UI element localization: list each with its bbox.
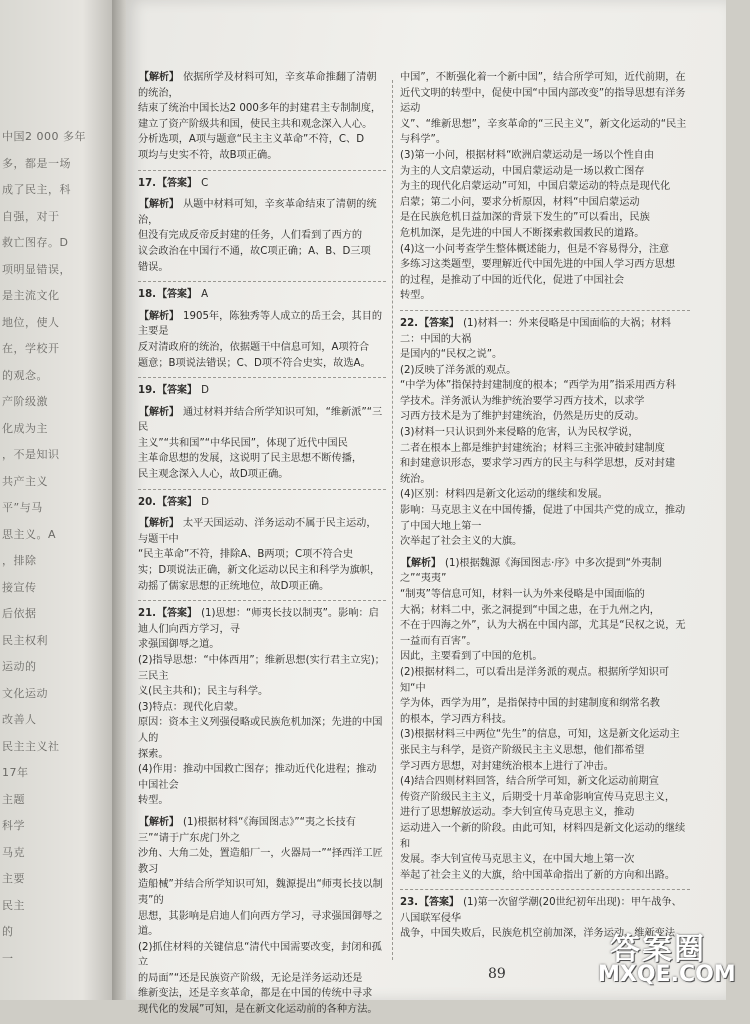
answer-text: 题意；B项说法错误；C、D项不符合史实，故选A。 [138, 357, 371, 369]
answer-text: 义”、“维新思想”，辛亥革命的“三民主义”，新文化运动的“民主与科学”。 [400, 118, 687, 146]
answer-text: 实；D项说法正确，新文化运动以民主和科学为旗帜， [138, 565, 381, 577]
answer-text: (4)作用：推动中国救亡图存；推动近代化进程；推动中国社会 [138, 764, 377, 791]
answer-text: (2)抓住材料的关键信息“清代中国需要改变，封闭和孤立 [138, 941, 382, 969]
answer-text: D [201, 385, 209, 397]
answer-text: 分析选项，A项与题意“民主主义革命”不符，C、D [138, 134, 365, 146]
answer-text: (4)结合四则材料回答，结合所学可知，新文化运动前期宣 [400, 776, 659, 788]
answer-line [138, 637, 386, 653]
answer-line [138, 563, 386, 579]
answer-block [138, 405, 386, 483]
answer-text: (4)这一小问考查学生整体概述能力，但是不容易得分，注意 [400, 243, 670, 255]
left-page-fragment: 中国2 000 多年 [2, 130, 86, 143]
answer-block [138, 383, 386, 399]
left-page-fragment: 的观念。 [2, 368, 48, 382]
left-page-fragment: 地位，使人 [2, 315, 60, 329]
answer-text: 主革命思想的发展，这说明了民主思想不断传播， [138, 453, 363, 465]
answer-line [138, 117, 386, 133]
question-number: 21. [138, 608, 157, 620]
left-page-fragment: 运动的 [2, 660, 37, 673]
answer-text: 依据所学及材料可知，辛亥革命推翻了清朝的统治， [138, 72, 377, 99]
left-page-fragment: 思主义。A [2, 527, 57, 541]
site-watermark [596, 924, 746, 996]
answer-tag: 【答案】 [157, 385, 198, 397]
answer-line [138, 356, 386, 372]
answer-text: D [201, 496, 209, 508]
answer-line [400, 164, 690, 180]
answer-tag: 【答案】 [157, 608, 198, 620]
answer-text: 中国”，不断强化着一个新中国”，结合所学可知，近代前期，在 [400, 72, 686, 83]
answer-text: “制夷”等信息可知，材料一认为外来侵略是中国面临的 [400, 589, 645, 600]
watermark-logo-text: 答案圈 [610, 932, 706, 967]
answer-line [138, 148, 386, 164]
answer-text: 学技术。洋务派认为维护统治要学习西方技术，以求学 [400, 395, 645, 407]
answer-text: 和封建意识形态，要求学习西方的民主与科学思想，反对封建 [400, 458, 676, 470]
answer-text: (2)根据材料二，可以看出是洋务派的观点。根据所学知识可知“中 [400, 666, 670, 694]
answer-text: 近代文明的转型中，促使中国“中国内部改变”的指导思想有洋务运动 [400, 87, 686, 115]
answer-text: 不在于四海之外”，认为大祸在中国内部，尤其是“民权之说，无一益而有百害”。 [400, 620, 686, 647]
answer-tag: 【解析】 [139, 310, 179, 322]
left-page-fragment: ，不是知识 [2, 448, 60, 461]
answer-text: 建立了资产阶级共和国，使民主共和观念深入人心。 [138, 118, 373, 130]
answer-line [400, 743, 690, 759]
answer-line [400, 727, 690, 743]
answer-block [400, 70, 690, 304]
answer-text: 项均与史实不符，故B项正确。 [138, 149, 278, 161]
answer-text: 多练习这类题型，要理解近代中国先进的中国人学习西方思想 [400, 259, 676, 271]
left-page-fragment: 在，学校开 [2, 342, 60, 355]
answer-line [400, 409, 690, 425]
answer-line [138, 653, 386, 684]
answer-text: 错误。 [138, 261, 169, 273]
answer-line [138, 793, 386, 809]
answer-tag: 【答案】 [157, 496, 198, 508]
answer-line [138, 971, 386, 987]
answer-line [138, 815, 386, 846]
answer-block [138, 197, 386, 275]
answer-text: 太平天国运动、洋务运动不属于民主运动，与题干中 [138, 518, 377, 545]
answer-line [400, 273, 690, 289]
answer-line [138, 940, 386, 971]
answer-line [138, 1002, 386, 1018]
left-page-fragment: 科学 [2, 819, 25, 832]
left-page-fragment: 改善人 [2, 713, 37, 726]
answer-line [400, 347, 690, 363]
answer-text: 运动进入一个新的阶段。由此可知，材料四是新文化运动的继续和 [400, 822, 686, 850]
answer-line [400, 456, 690, 472]
answer-text: “中学为体”指保持封建制度的根本；“西学为用”指采用西方科 [400, 380, 676, 392]
answer-block [138, 606, 386, 809]
answer-text: (1)思想：“师夷长技以制夷”。影响：启迪人们向西方学习，寻 [138, 608, 379, 635]
answer-text: 传资产阶级民主主义，后期受十月革命影响宣传马克思主义， [400, 791, 676, 803]
left-page-fragment: ，排除 [2, 554, 37, 567]
left-page-fragment: 民主权利 [2, 633, 48, 647]
answer-line [138, 244, 386, 260]
answer-line [138, 700, 386, 716]
left-page-fragment: 化成为主 [2, 421, 48, 435]
answer-text: 学习西方思想，对封建统治根本上进行了冲击。 [400, 760, 614, 772]
answer-text: 二者在根本上都是维护封建统治；材料三主张冲破封建制度 [400, 442, 665, 454]
question-number: 19. [138, 385, 157, 397]
left-page-fragment: 共产主义 [2, 474, 48, 488]
question-separator [400, 889, 690, 890]
answer-line [138, 684, 386, 700]
left-page-fragment: 成了民主，科 [2, 183, 71, 196]
answer-line [138, 547, 386, 563]
answer-line [400, 696, 690, 712]
answer-line [400, 487, 690, 503]
answer-text: 原因：资本主义列强侵略或民族危机加深；先进的中国人的 [138, 717, 383, 744]
answer-line [138, 70, 386, 101]
answer-line [400, 117, 690, 148]
answer-line [400, 852, 690, 868]
answer-text: 举起了社会主义的大旗，给中国革命指出了新的方向和出路。 [400, 869, 676, 881]
answer-tag: 【解析】 [139, 72, 179, 83]
answer-tag: 【答案】 [157, 177, 198, 189]
answer-line [400, 534, 690, 550]
answer-line [138, 287, 386, 303]
page-number: 89 [488, 966, 506, 982]
question-separator [138, 170, 386, 171]
answer-text: 义(民主共和)；民主与科学。 [138, 686, 269, 698]
answer-line [400, 257, 690, 273]
answer-text: 民主观念深入人心，故D项正确。 [138, 469, 289, 481]
answer-text: 但没有完成反帝反封建的任务，人们看到了西方的 [138, 230, 363, 242]
answer-line [400, 603, 690, 619]
answer-text: (1)根据材料“《海国图志》”“夷之长技有三”“请于广东虎门外之 [138, 816, 356, 844]
answer-line [138, 436, 386, 452]
answer-line [400, 242, 690, 258]
answer-line [400, 148, 690, 164]
answer-text: 维新变法，还是辛亥革命，都是在中国的传统中寻求 [138, 988, 373, 1000]
left-page-fragment: 多，都是一场 [2, 156, 71, 170]
left-page-fragment: 是主流文化 [2, 289, 60, 302]
answer-tag: 【答案】 [419, 317, 460, 329]
answer-text: 沙角、大角二处，置造船厂一，火器局一”“择西洋工匠教习 [138, 848, 383, 875]
answer-text: 危机加深，是先进的中国人不断探索救国救民的道路。 [400, 227, 645, 239]
answer-text: (1)材料一：外来侵略是中国面临的大祸；材料二：中国的大祸 [400, 317, 672, 345]
answer-text: 转型。 [400, 290, 431, 302]
answer-line [400, 195, 690, 211]
answer-text: 现代化的发展”可知，是在新文化运动前的各种方法。 [138, 1004, 378, 1016]
answer-block [138, 176, 386, 192]
answer-text: 的根本，学习西方科技。 [400, 713, 513, 725]
answer-line [400, 363, 690, 379]
answer-block [138, 495, 386, 511]
answer-text: C [201, 177, 209, 189]
answer-text: 转型。 [138, 795, 169, 807]
answer-block [400, 316, 690, 550]
answer-tag: 【答案】 [157, 289, 198, 301]
answer-text: 学为体，西学为用”，是指保持中国的封建制度和纲常名教 [400, 698, 660, 710]
answer-line [138, 606, 386, 637]
answer-text: 探索。 [138, 748, 169, 760]
left-column [138, 70, 386, 1024]
answer-line [400, 394, 690, 410]
answer-line [400, 774, 690, 790]
left-page-fragment: 平”与马 [2, 501, 43, 514]
left-page-fragment: 民主 [2, 898, 25, 912]
answer-text: 影响：马克思主义在中国传播，促进了中国共产党的成立，推动了中国大地上第一 [400, 505, 686, 532]
answer-text: 为主的人文启蒙运动，中国启蒙运动是一场以救亡图存 [400, 165, 645, 177]
answer-line [400, 821, 690, 852]
answer-line [138, 176, 386, 192]
answer-text: 进行了思想解放运动。李大钊宣传马克思主义，推动 [400, 807, 635, 819]
answer-text: 是国内的“民权之说”。 [400, 349, 503, 361]
answer-line [400, 472, 690, 488]
question-number: 17. [138, 177, 157, 189]
answer-block [138, 287, 386, 303]
left-page-fragment: 产阶级激 [2, 395, 48, 408]
answer-text: (2)反映了洋务派的观点。 [400, 364, 517, 376]
answer-line [400, 868, 690, 884]
answer-block [138, 309, 386, 371]
question-number: 22. [400, 317, 419, 329]
answer-text: (3)材料一只认识到外来侵略的危害，认为民权学说， [400, 427, 639, 439]
answer-text: (2)指导思想：“中体西用”；维新思想(实行君主立宪)；三民主 [138, 655, 385, 682]
answer-text: 造船械”并结合所学知识可知，魏源提出“师夷长技以制夷”的 [138, 879, 383, 906]
left-page-fragment: 一 [2, 951, 14, 965]
answer-line [400, 587, 690, 603]
answer-text: 动摇了儒家思想的正统地位，故D项正确。 [138, 580, 330, 592]
answer-text: (3)特点：现代化启蒙。 [138, 701, 245, 713]
answer-line [138, 101, 386, 117]
answer-line [138, 877, 386, 908]
left-page-fragment: 马克 [2, 845, 25, 859]
answer-text: 因此，主要看到了中国的危机。 [400, 651, 543, 663]
answer-line [400, 805, 690, 821]
answer-text: 张民主与科学，是资产阶级民主主义思想，他们都希望 [400, 744, 645, 756]
answer-text: A [201, 289, 209, 301]
question-number: 18. [138, 289, 157, 301]
answer-text: 从题中材料可知，辛亥革命结束了清朝的统治， [138, 199, 377, 226]
left-page-fragment: 救亡图存。D [2, 236, 69, 249]
left-page-fragment: 主要 [2, 872, 25, 885]
answer-line [400, 288, 690, 304]
answer-line [400, 665, 690, 696]
answer-line [138, 467, 386, 483]
question-separator [400, 310, 690, 311]
answer-tag: 【解析】 [139, 199, 179, 211]
answer-text: 统治。 [400, 473, 431, 485]
answer-line [138, 132, 386, 148]
answer-line [138, 516, 386, 547]
answer-line [400, 425, 690, 441]
answer-text: 结束了统治中国长达2 000多年的封建君主专制制度， [138, 103, 382, 115]
left-page-fragment: 后依据 [2, 607, 37, 620]
question-separator [138, 377, 386, 378]
answer-line [400, 759, 690, 775]
left-page [0, 0, 118, 1000]
answer-line [400, 210, 690, 226]
answer-tag: 【答案】 [419, 897, 460, 909]
answer-line [400, 86, 690, 117]
answer-line [400, 179, 690, 195]
answer-line [138, 846, 386, 877]
left-page-fragment: 民主主义社 [2, 739, 60, 753]
left-page-fragment: 的 [2, 925, 14, 938]
answer-line [138, 340, 386, 356]
answer-line [400, 226, 690, 242]
answer-text: (4)区别：材料四是新文化运动的继续和发展。 [400, 489, 608, 501]
answer-line [138, 715, 386, 746]
answer-text: 主义”“共和国”“中华民国”，体现了近代中国民 [138, 437, 348, 449]
answer-tag: 【解析】 [139, 816, 179, 828]
answer-line [138, 495, 386, 511]
question-separator [138, 281, 386, 282]
answer-tag: 【解析】 [139, 406, 179, 418]
answer-page [126, 0, 726, 1016]
answer-line [400, 618, 690, 649]
answer-text: (3)第一小问，根据材料“欧洲启蒙运动是一场以个性自由 [400, 149, 655, 161]
left-page-fragment: 项明显错误， [2, 262, 71, 276]
answer-text: 启蒙；第二小问，要求分析原因，材料“中国启蒙运动 [400, 196, 640, 208]
answer-tag: 【解析】 [139, 518, 179, 530]
answer-line [138, 762, 386, 793]
watermark-url: MXQE.COM [598, 962, 736, 987]
answer-text: 思想，其影响是启迪人们向西方学习，寻求强国御辱之道。 [138, 910, 383, 938]
right-column [400, 70, 690, 948]
answer-text: 反对清政府的统治，依据题干中信息可知，A项符合 [138, 341, 370, 353]
answer-line [400, 790, 690, 806]
question-separator [138, 489, 386, 490]
answer-block [138, 70, 386, 164]
answer-line [138, 747, 386, 763]
answer-text: 的局面”“还是民族资产阶级，无论是洋务运动还是 [138, 972, 363, 984]
answer-text: 是在民族危机日益加深的背景下发生的”可以看出，民族 [400, 212, 650, 224]
answer-block [400, 556, 690, 883]
answer-line [400, 649, 690, 665]
answer-text: 1905年，陈独秀等人成立的岳王会，其目的主要是 [138, 310, 383, 338]
answer-line [138, 579, 386, 595]
answer-line [138, 309, 386, 340]
answer-line [138, 405, 386, 436]
answer-text: 为主的现代化启蒙运动”可知，中国启蒙运动的特点是现代化 [400, 181, 671, 193]
answer-text: 议会政治在中国行不通，故C项正确；A、B、D三项 [138, 245, 371, 257]
answer-line [400, 556, 690, 587]
answer-text: “民主革命”不符，排除A、B两项；C项不符合史 [138, 549, 354, 561]
answer-text: 次举起了社会主义的大旗。 [400, 536, 523, 548]
question-separator [138, 600, 386, 601]
answer-text: 的过程，是推动了中国的近代化，促进了中国社会 [400, 274, 625, 286]
left-page-fragment: 接宣传 [2, 580, 37, 594]
answer-line [138, 197, 386, 228]
answer-line [138, 383, 386, 399]
answer-line [400, 316, 690, 347]
answer-text: 发展。李大钊宣传马克思主义，在中国大地上第一次 [400, 854, 635, 866]
left-page-fragment: 自强，对于 [2, 209, 60, 223]
question-number: 23. [400, 897, 419, 909]
answer-line [400, 70, 690, 86]
left-page-fragment: 17年 [2, 766, 29, 779]
answer-text: 大祸；材料二中，张之洞提到“中国之患，在于九州之内， [400, 604, 660, 616]
answer-text: (1)根据魏源《海国图志·序》中多次提到“外夷制之”“夷夷” [400, 557, 662, 585]
answer-line [138, 260, 386, 276]
answer-text: 求强国御辱之道。 [138, 639, 220, 651]
column-divider [392, 80, 393, 960]
answer-line [400, 378, 690, 394]
answer-block [138, 516, 386, 594]
answer-line [138, 909, 386, 940]
answer-line [138, 228, 386, 244]
answer-tag: 【解析】 [401, 557, 441, 569]
answer-line [400, 441, 690, 457]
answer-line [400, 895, 690, 926]
answer-text: 战争，中国失败后，民族危机空前加深，洋务运动、维新变法 [400, 928, 676, 940]
answer-text: (1)第一次留学潮(20世纪初年出现)：甲午战争、八国联军侵华 [400, 897, 682, 924]
answer-text: 通过材料并结合所学知识可知，“维新派”“三民 [138, 406, 383, 434]
question-number: 20. [138, 496, 157, 508]
answer-block [138, 815, 386, 1018]
answer-line [400, 503, 690, 534]
answer-line [400, 712, 690, 728]
answer-text: (3)根据材料三中两位“先生”的信息，可知，这是新文化运动主 [400, 729, 680, 741]
left-page-fragment: 文化运动 [2, 686, 48, 700]
left-page-fragment: 主题 [2, 792, 25, 806]
answer-line [138, 451, 386, 467]
answer-text: 习西方技术是为了维护封建统治，仍然是历史的反动。 [400, 411, 645, 423]
